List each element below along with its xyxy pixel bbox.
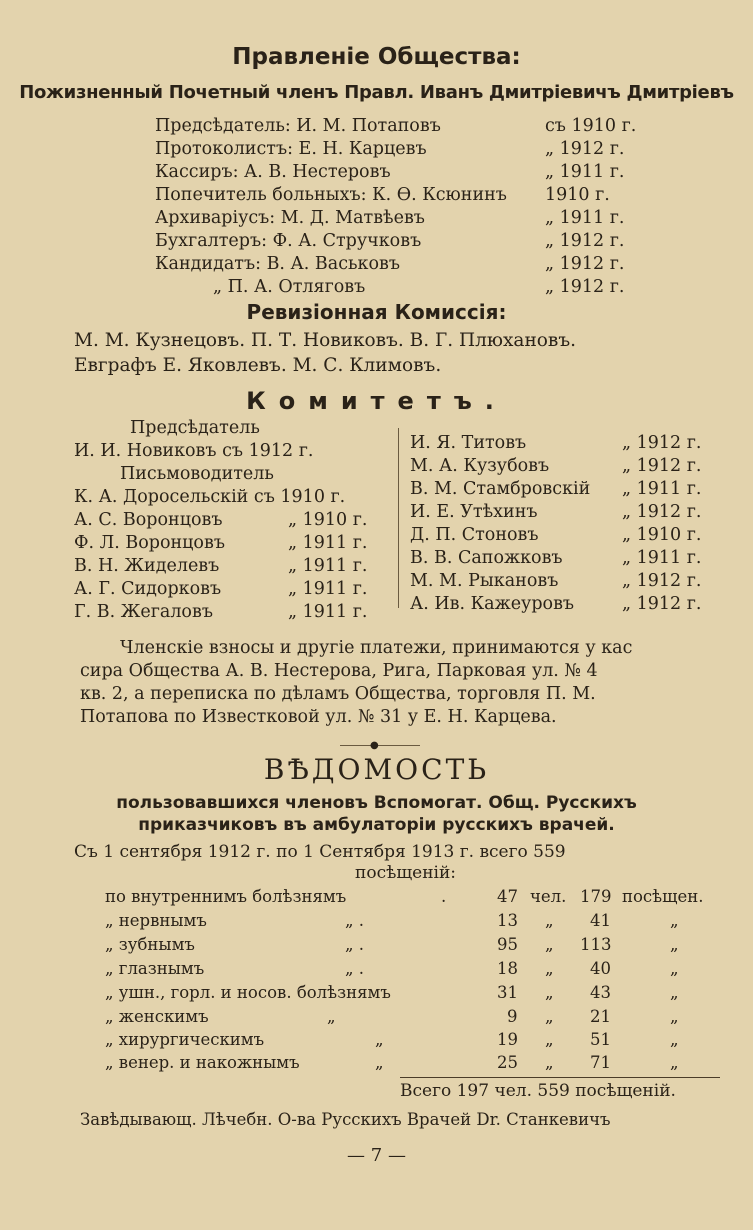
revision-line: М. М. Кузнецовъ. П. Т. Новиковъ. В. Г. Плюхановъ. <box>74 330 576 351</box>
committee-title: Комитетъ. <box>246 387 507 415</box>
column-divider <box>398 428 399 608</box>
signature-line: Завѣдывающ. Лѣчебн. О-ва Русскихъ Врачей Dr. Станкевичъ <box>80 1110 611 1129</box>
report-total: Всего 197 чел. 559 посѣщеній. <box>400 1081 676 1101</box>
report-period: Съ 1 сентября 1912 г. по 1 Сентября 1913 г. всего 559 <box>74 842 566 862</box>
document-page: Правленіе Общества: Пожизненный Почетный членъ Правл. Иванъ Дмитріевичъ Дмитріевъ Предсѣдатель: И. М. Потаповъ съ 1910 г. Протоколистъ: Е. Н. Карцевъ „ 1912 г. Кассиръ: А. В. Нестеровъ „ 1911 г. Попечитель больныхъ: К. Ѳ. Ксюнинъ 1910 г. Архиваріусъ: М. Д. Матвѣевъ „ 1911 г. Бухгалтеръ: Ф. А. Стручковъ „ 1912 г. Кандидатъ: В. А. Васьковъ „ 1912 г. „ П. А. Отляговъ „ 1912 г. Ревизіонная Комиссія: М. М. Кузнецовъ. П. Т. Новиковъ. В. Г. Плюхановъ. Евграфъ Е. Яковлевъ. М. С. Климовъ. Комитетъ. Предсѣдатель И. И. Новиковъ съ 1912 г. Письмоводитель К. А. Доросельскій съ 1910 г. А. С. Воронцовъ „ 1910 г. Ф. Л. Воронцовъ „ 1911 г. В. Н. Жиделевъ „ 1911 г. А. Г. Сидорковъ „ 1911 г. Г. В. Жегаловъ „ 1911 г. И. Я. Титовъ „ 1912 г. М. А. Кузубовъ „ 1912 г. В. М. Стамбровскій „ 1911 г. И. Е. Утѣхинъ „ 1912 г. Д. П. Стоновъ „ 1910 г. В. В. Сапожковъ „ 1911 г. М. М. Рыкановъ „ 1912 г. А. Ив. Кажеуровъ „ 1912 г. Членскіе взносы и другіе платежи, принимаются у кас сира Общества А. В. Нестерова, Рига, Парковая ул. № 4 кв. 2, а переписка по дѣламъ Общества, торговля П. М. Потапова по Известковой ул. № 31 у Е. Н. Карцева. ● ВѢДОМОСТЬ пользовавшихся членовъ Вспомогат. Общ. Русскихъ приказчиковъ въ амбулаторіи русскихъ врачей. Съ 1 сентября 1912 г. по 1 Сентября 1913 г. всего 559 посѣщеній: по внутреннимъ болѣзнямъ . 47 чел. 179 посѣщен. „ нервнымъ „ . 13 „ 41 „ „ зубнымъ „ . 95 „ 113 „ „ глазнымъ „ . 18 „ 40 „ „ ушн., горл. и носов. болѣзнямъ 31 „ 43 „ „ женскимъ „ 9 „ 21 „ „ хирургическимъ „ 19 „ 51 „ „ венер. и накожнымъ „ 25 „ 71 „ Всего 197 чел. 559 посѣщеній. Завѣдывающ. Лѣчебн. О-ва Русскихъ Врачей Dr. Станкевичъ — 7 — <box>0 0 753 1230</box>
board-title: Правленіе Общества: <box>232 44 521 70</box>
total-rule <box>400 1077 720 1078</box>
honorary-member: Пожизненный Почетный членъ Правл. Иванъ Дмитріевичъ Дмитріевъ <box>19 82 734 103</box>
revision-line: Евграфъ Е. Яковлевъ. М. С. Климовъ. <box>74 355 442 376</box>
report-title: ВѢДОМОСТЬ <box>263 753 490 786</box>
report-period-visits: посѣщеній: <box>355 863 457 883</box>
report-subtitle: приказчиковъ въ амбулаторіи русскихъ врачей. <box>138 815 615 835</box>
report-subtitle: пользовавшихся членовъ Вспомогат. Общ. Русскихъ <box>116 793 637 813</box>
page-number: — 7 — <box>347 1145 406 1166</box>
ornament-rule <box>340 745 420 746</box>
revision-title: Ревизіонная Комиссія: <box>246 300 507 324</box>
ornament-dot: ● <box>370 740 379 751</box>
